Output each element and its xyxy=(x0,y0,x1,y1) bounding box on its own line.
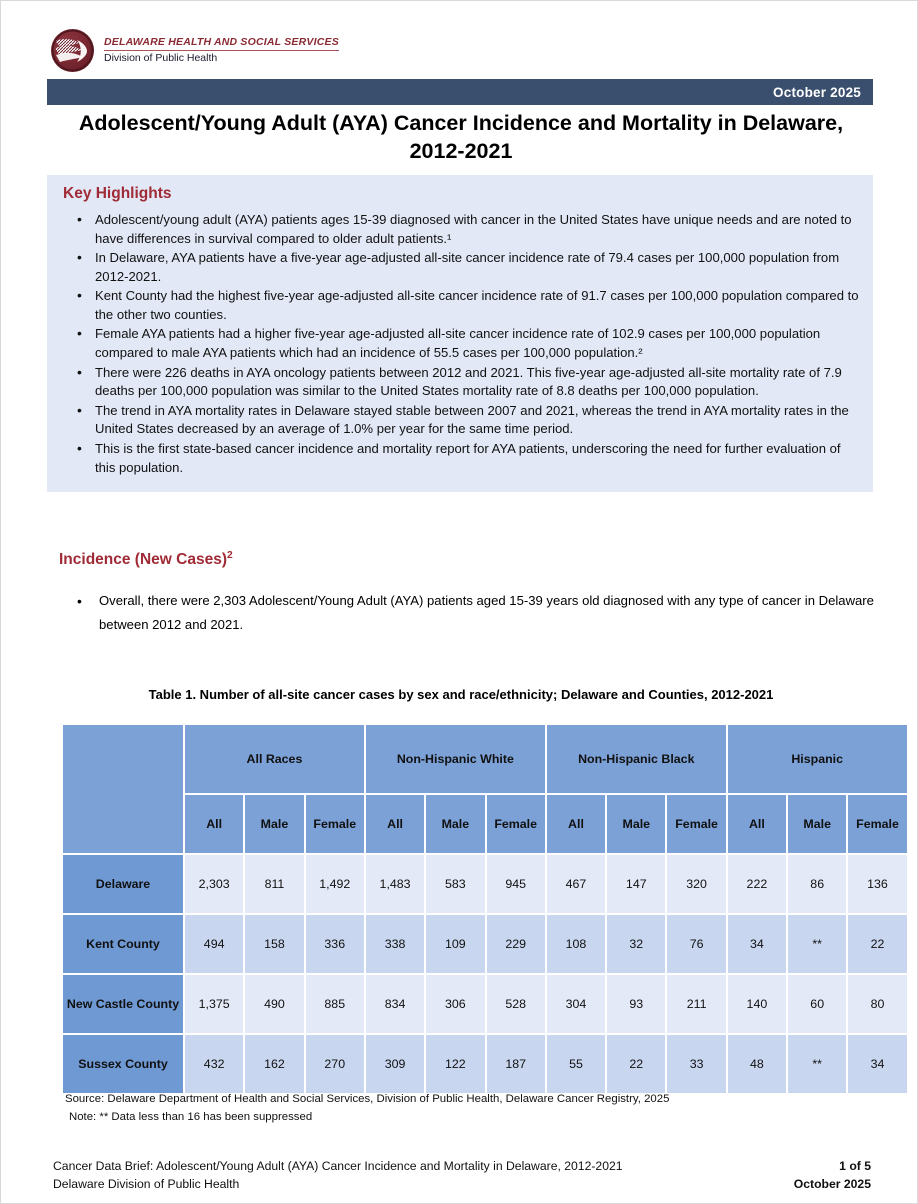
table-cell: 158 xyxy=(245,915,303,973)
table-cell: 309 xyxy=(366,1035,424,1093)
footer-row-top xyxy=(53,1158,871,1176)
table-cell: 187 xyxy=(487,1035,545,1093)
list-item: • There were 226 deaths in AYA oncology patients between 2012 and 2021. This five-year age-adjusted all-site mortality rate of 7.9 deaths per 100,000 population was similar to the United States mortality rate of 8.8 deaths per 100,000 population. xyxy=(75,364,859,401)
masthead-text xyxy=(104,37,339,64)
table-cell: 432 xyxy=(185,1035,243,1093)
table-cell: 306 xyxy=(426,975,484,1033)
incidence-heading xyxy=(59,551,233,569)
footer-organization: Delaware Division of Public Health xyxy=(53,1176,240,1191)
table-cell: 55 xyxy=(547,1035,605,1093)
cancer-cases-table xyxy=(61,723,909,1095)
table-cell: 60 xyxy=(788,975,846,1033)
table-cell: 34 xyxy=(848,1035,906,1093)
table-cell: 33 xyxy=(667,1035,725,1093)
row-label-delaware: Delaware xyxy=(63,855,183,913)
table-cell: 122 xyxy=(426,1035,484,1093)
row-label-sussex-county: Sussex County xyxy=(63,1035,183,1093)
footer-title: Cancer Data Brief: Adolescent/Young Adult (AYA) Cancer Incidence and Mortality in Delaware, 2012-2021 xyxy=(53,1159,623,1173)
table-cell: 140 xyxy=(728,975,786,1033)
row-label-new-castle-county: New Castle County xyxy=(63,975,183,1033)
list-item: • Kent County had the highest five-year age-adjusted all-site cancer incidence rate of 91.7 cases per 100,000 population compared to the other two counties. xyxy=(75,287,859,324)
sub-header: Male xyxy=(788,795,846,853)
table-cell: ** xyxy=(788,915,846,973)
page-title: Adolescent/Young Adult (AYA) Cancer Incidence and Mortality in Delaware, 2012-2021 xyxy=(78,111,844,164)
table-cell: 147 xyxy=(607,855,665,913)
incidence-bullet: • Overall, there were 2,303 Adolescent/Young Adult (AYA) patients aged 15-39 years old diagnosed with any type of cancer in Delaware between 2012 and 2021. xyxy=(75,589,875,637)
agency-name: DELAWARE HEALTH AND SOCIAL SERVICES xyxy=(104,37,339,51)
sub-header: Male xyxy=(426,795,484,853)
sub-header: Female xyxy=(487,795,545,853)
table-cell: 885 xyxy=(306,975,364,1033)
table-cell: 86 xyxy=(788,855,846,913)
table-cell: 136 xyxy=(848,855,906,913)
key-highlights-panel xyxy=(47,175,873,492)
list-item: • Adolescent/young adult (AYA) patients ages 15-39 diagnosed with cancer in the United States have unique needs and are noted to have differences in survival compared to older adult patients.¹ xyxy=(75,211,859,248)
table-row xyxy=(63,1035,907,1093)
table-cell: 48 xyxy=(728,1035,786,1093)
table-cell: 211 xyxy=(667,975,725,1033)
row-label-kent-county: Kent County xyxy=(63,915,183,973)
table-cell: 467 xyxy=(547,855,605,913)
table-cell: 494 xyxy=(185,915,243,973)
sub-header: All xyxy=(366,795,424,853)
division-name: Division of Public Health xyxy=(104,52,218,64)
key-highlights-list xyxy=(61,211,859,477)
table-cell: 22 xyxy=(607,1035,665,1093)
sub-header: Female xyxy=(848,795,906,853)
table-cell: 1,483 xyxy=(366,855,424,913)
list-item: • Female AYA patients had a higher five-year age-adjusted all-site cancer incidence rate of 102.9 cases per 100,000 population compared to male AYA patients which had an incidence of 55.5 cases per 100,000 population.² xyxy=(75,325,859,362)
group-header-all-races: All Races xyxy=(185,725,364,793)
sub-header: All xyxy=(185,795,243,853)
sub-header: Male xyxy=(607,795,665,853)
table-cell: 320 xyxy=(667,855,725,913)
table-cell: 338 xyxy=(366,915,424,973)
table-cell: 80 xyxy=(848,975,906,1033)
table-cell: 583 xyxy=(426,855,484,913)
table-cell: 490 xyxy=(245,975,303,1033)
table-cell: 834 xyxy=(366,975,424,1033)
table-source: Source: Delaware Department of Health and Social Services, Division of Public Health, Delaware Cancer Registry, 2025 xyxy=(65,1093,670,1105)
page-footer xyxy=(53,1158,871,1193)
footer-date: October 2025 xyxy=(793,1176,871,1191)
sub-header: Female xyxy=(306,795,364,853)
table-cell: 22 xyxy=(848,915,906,973)
group-header-hispanic: Hispanic xyxy=(728,725,907,793)
table-cell: 811 xyxy=(245,855,303,913)
table-cell: 336 xyxy=(306,915,364,973)
table-cell: 108 xyxy=(547,915,605,973)
table-sub-header-row xyxy=(63,795,907,853)
table-cell: 1,492 xyxy=(306,855,364,913)
group-header-nh-white: Non-Hispanic White xyxy=(366,725,545,793)
table-cell: 2,303 xyxy=(185,855,243,913)
table-source-block xyxy=(65,1091,669,1126)
delaware-dhss-seal-icon xyxy=(51,29,94,72)
table-row xyxy=(63,855,907,913)
incidence-heading-superscript: 2 xyxy=(226,549,233,561)
table-cell: 222 xyxy=(728,855,786,913)
list-item: • In Delaware, AYA patients have a five-year age-adjusted all-site cancer incidence rate of 79.4 cases per 100,000 population from 2012-2021. xyxy=(75,249,859,286)
table-cell: 162 xyxy=(245,1035,303,1093)
footer-page-number: 1 of 5 xyxy=(839,1159,871,1173)
table-cell: 109 xyxy=(426,915,484,973)
group-header-nh-black: Non-Hispanic Black xyxy=(547,725,726,793)
sub-header: Female xyxy=(667,795,725,853)
table-cell: 945 xyxy=(487,855,545,913)
table-group-header-row xyxy=(63,725,907,793)
table-corner-cell xyxy=(63,725,183,853)
sub-header: All xyxy=(728,795,786,853)
table-cell: 270 xyxy=(306,1035,364,1093)
table-cell: 229 xyxy=(487,915,545,973)
sub-header: All xyxy=(547,795,605,853)
date-banner-label: October 2025 xyxy=(773,84,861,100)
date-banner xyxy=(47,79,873,105)
table-cell: 1,375 xyxy=(185,975,243,1033)
sub-header: Male xyxy=(245,795,303,853)
table-cell: 93 xyxy=(607,975,665,1033)
table-row xyxy=(63,975,907,1033)
footer-row-bottom xyxy=(53,1176,871,1194)
table-cell: 528 xyxy=(487,975,545,1033)
table-cell: ** xyxy=(788,1035,846,1093)
masthead xyxy=(51,29,339,72)
key-highlights-heading: Key Highlights xyxy=(63,185,172,202)
table-note: Note: ** Data less than 16 has been suppressed xyxy=(69,1110,313,1123)
list-item: • The trend in AYA mortality rates in Delaware stayed stable between 2007 and 2021, whereas the trend in AYA mortality rates in the United States decreased by an average of 1.0% per year for the same time period. xyxy=(75,402,859,439)
incidence-heading-text: Incidence (New Cases) xyxy=(59,551,227,568)
table-cell: 76 xyxy=(667,915,725,973)
table-cell: 32 xyxy=(607,915,665,973)
table-cell: 304 xyxy=(547,975,605,1033)
list-item: • This is the first state-based cancer incidence and mortality report for AYA patients, underscoring the need for further evaluation of this population. xyxy=(75,440,859,477)
table-row xyxy=(63,915,907,973)
table-caption: Table 1. Number of all-site cancer cases by sex and race/ethnicity; Delaware and Counties, 2012-2021 xyxy=(148,687,774,702)
table-cell: 34 xyxy=(728,915,786,973)
